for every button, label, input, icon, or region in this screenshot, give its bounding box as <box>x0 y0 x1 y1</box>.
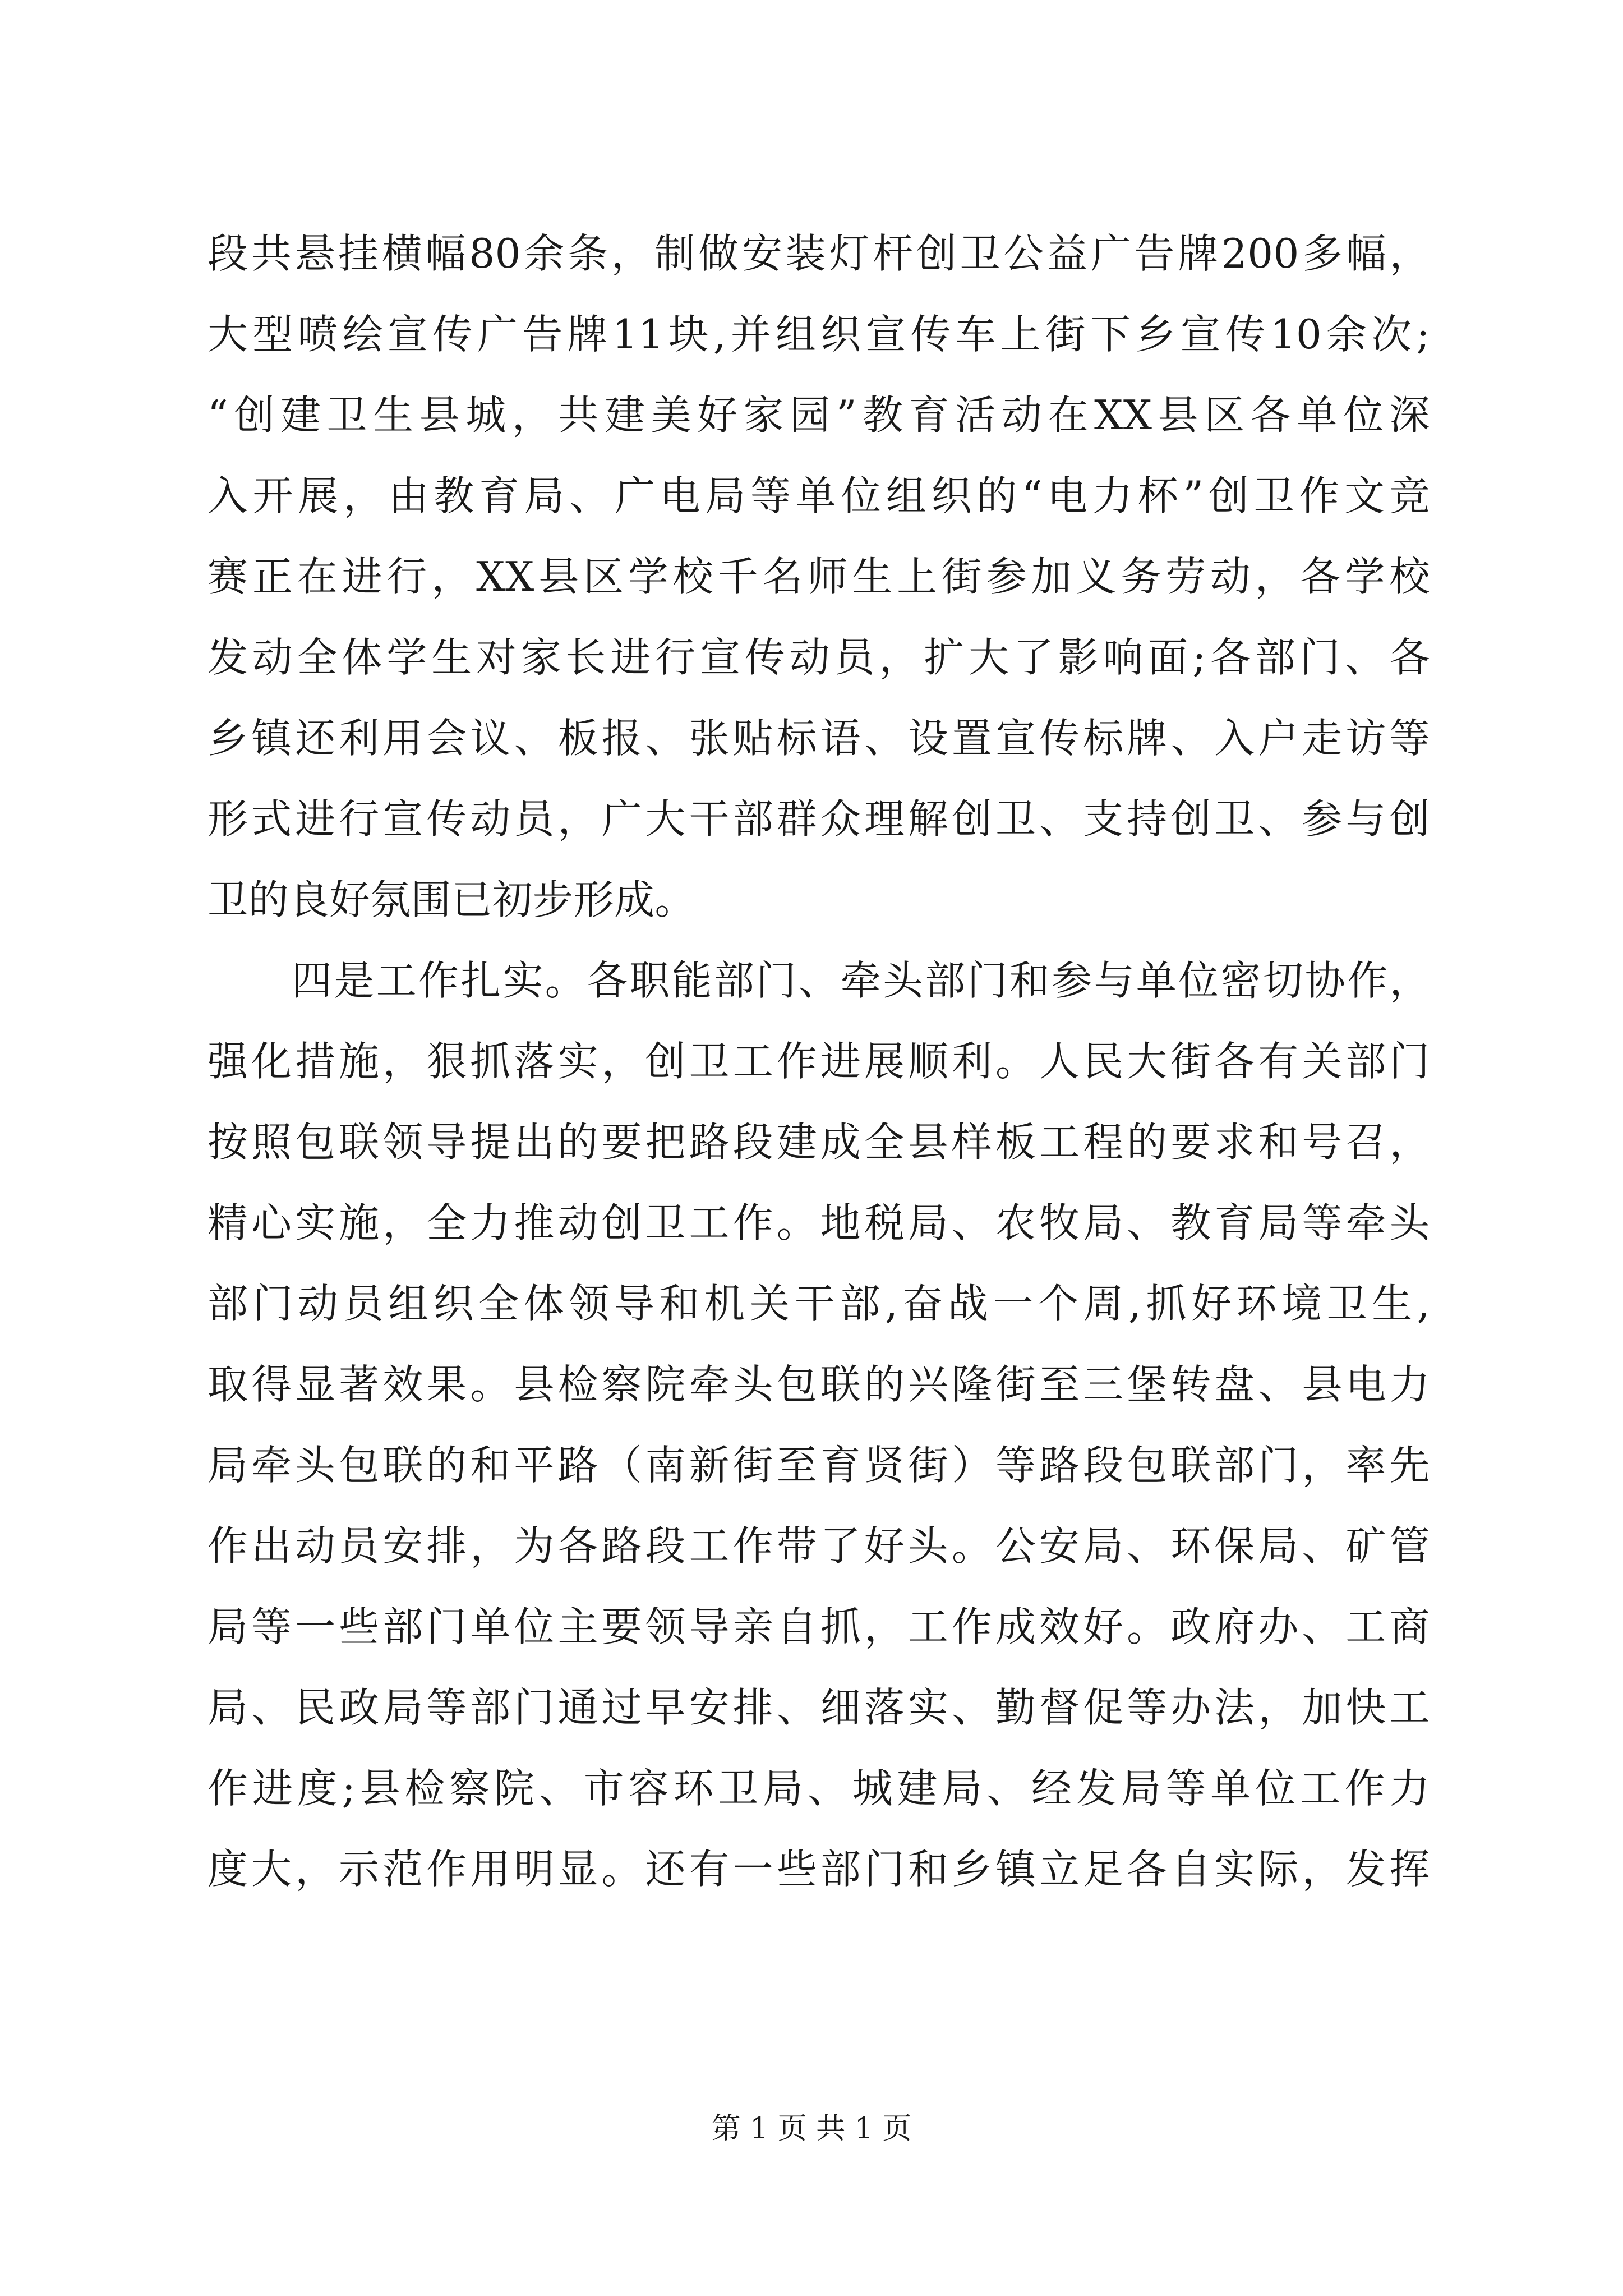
text-line: 局、民政局等部门通过早安排、细落实、勤督促等办法，加快工 <box>208 1684 1430 1731</box>
text-line: 局牵头包联的和平路（南新街至育贤街）等路段包联部门，率先 <box>208 1442 1430 1489</box>
text-line: 取得显著效果。县检察院牵头包联的兴隆街至三堡转盘、县电力 <box>208 1361 1430 1408</box>
text-line: 卫的良好氛围已初步形成。 <box>208 876 696 923</box>
text-line: 度大，示范作用明显。还有一些部门和乡镇立足各自实际，发挥 <box>208 1846 1430 1893</box>
text-line: 局等一些部门单位主要领导亲自抓，工作成效好。政府办、工商 <box>208 1603 1430 1650</box>
text-line: 段共悬挂横幅80余条，制做安装灯杆创卫公益广告牌200多幅， <box>208 230 1430 277</box>
page-number-footer: 第 1 页 共 1 页 <box>711 2112 912 2146</box>
text-line: 作出动员安排，为各路段工作带了好头。公安局、环保局、矿管 <box>208 1522 1430 1570</box>
text-line: 按照包联领导提出的要把路段建成全县样板工程的要求和号召， <box>208 1119 1430 1166</box>
text-line: 乡镇还利用会议、板报、张贴标语、设置宣传标牌、入户走访等 <box>208 715 1430 762</box>
text-line: 精心实施，全力推动创卫工作。地税局、农牧局、教育局等牵头 <box>208 1199 1430 1246</box>
text-line: 部门动员组织全体领导和机关干部,奋战一个周,抓好环境卫生, <box>208 1280 1430 1327</box>
text-line: “创建卫生县城，共建美好家园”教育活动在XX县区各单位深 <box>208 392 1430 439</box>
document-body <box>208 213 1430 1910</box>
text-line: 形式进行宣传动员，广大干部群众理解创卫、支持创卫、参与创 <box>208 795 1430 843</box>
paragraph-first-line: 四是工作扎实。各职能部门、牵头部门和参与单位密切协作， <box>292 957 1430 1004</box>
text-line: 入开展，由教育局、广电局等单位组织的“电力杯”创卫作文竞 <box>208 472 1430 519</box>
text-line: 强化措施，狠抓落实，创卫工作进展顺利。人民大街各有关部门 <box>208 1038 1430 1085</box>
text-line: 赛正在进行，XX县区学校千名师生上街参加义务劳动，各学校 <box>208 553 1430 600</box>
text-line: 作进度;县检察院、市容环卫局、城建局、经发局等单位工作力 <box>208 1765 1430 1812</box>
text-line: 发动全体学生对家长进行宣传动员，扩大了影响面;各部门、各 <box>208 634 1430 681</box>
text-line: 大型喷绘宣传广告牌11块,并组织宣传车上街下乡宣传10余次; <box>208 311 1430 358</box>
